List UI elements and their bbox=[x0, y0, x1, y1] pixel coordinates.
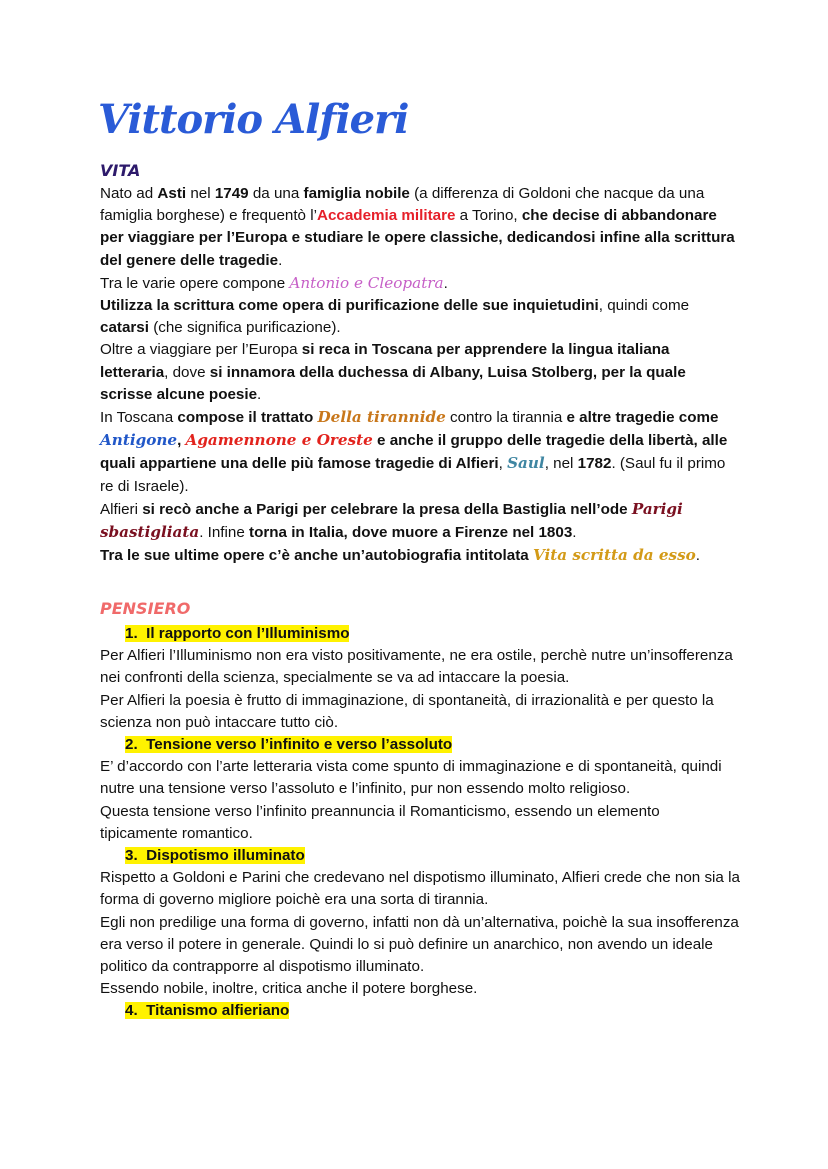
work-title-agamennone: Agamennone bbox=[185, 431, 297, 450]
vita-paragraph-7: Tra le sue ultime opere c’è anche un’autobiografia intitolata Vita scritta da esso. bbox=[100, 546, 700, 565]
pensiero-item-2-heading: 2. Tensione verso l’infinito e verso l’assoluto bbox=[125, 736, 453, 754]
vita-paragraph-3: Utilizza la scrittura come opera di purificazione delle sue inquietudini, quindi come catarsi (che significa purificazione). bbox=[100, 297, 690, 337]
work-title-antonio-e-cleopatra: Antonio e Cleopatra bbox=[289, 273, 444, 292]
vita-section bbox=[100, 183, 740, 567]
pensiero-section bbox=[100, 623, 740, 1023]
pensiero-item-2-paragraph: E’ d’accordo con l’arte letteraria vista come spunto di immaginazione e di spontaneità, quindi nutre una tensione verso l’assoluto e l’infinito, pur non essendo molto religioso. bbox=[100, 758, 722, 798]
vita-paragraph-1: Nato ad Asti nel 1749 da una famiglia nobile (a differenza di Goldoni che nacque da una famiglia borghese) e frequentò l’Accademia militare a Torino, che decise di abbandonare per viaggiare per l’Europa e studiare le opere classiche, dedicandosi infine alla scrittura del genere delle tragedie. bbox=[100, 185, 735, 269]
pensiero-item-1-heading: 1. Il rapporto con l’Illuminismo bbox=[125, 625, 350, 642]
work-title-saul: Saul bbox=[507, 454, 545, 473]
accademia-militare-highlight: Accademia militare bbox=[316, 207, 456, 225]
pensiero-item-3-paragraph: Rispetto a Goldoni e Parini che credevano nel dispotismo illuminato, Alfieri crede che non sia la forma di governo migliore poichè era una sorta di tirannia. bbox=[100, 869, 740, 909]
pensiero-item-3-paragraph: Essendo nobile, inoltre, critica anche il potere borghese. bbox=[100, 980, 478, 998]
section-heading-vita: VITA bbox=[100, 161, 141, 180]
work-title-oreste: Oreste bbox=[316, 431, 373, 450]
pensiero-item-1-paragraph: Per Alfieri la poesia è frutto di immaginazione, di spontaneità, di irrazionalità e per questo la scienza non può intaccare tutto ciò. bbox=[100, 691, 714, 731]
section-heading-pensiero: PENSIERO bbox=[100, 599, 191, 618]
vita-paragraph-4: Oltre a viaggiare per l’Europa si reca in Toscana per apprendere la lingua italiana letteraria, dove si innamora della duchessa di Albany, Luisa Stolberg, per la quale scrisse alcune poesie. bbox=[100, 341, 686, 403]
vita-paragraph-2: Tra le varie opere compone Antonio e Cleopatra. bbox=[100, 273, 448, 292]
pensiero-item-2-paragraph: Questa tensione verso l’infinito preannuncia il Romanticismo, essendo un elemento tipicamente romantico. bbox=[100, 802, 660, 842]
pensiero-item-3-heading: 3. Dispotismo illuminato bbox=[125, 847, 305, 865]
pensiero-item-3-paragraph: Egli non predilige una forma di governo, infatti non dà un’alternativa, poichè la sua insofferenza era verso il potere in generale. Quindi lo si può definire un anarchico, non avendo un ideale politico da contrapporre al dispotismo illuminato. bbox=[100, 913, 739, 976]
work-title-antigone: Antigone bbox=[100, 431, 178, 450]
vita-paragraph-6: Alfieri si recò anche a Parigi per celebrare la presa della Bastiglia nell’ode Parigi sbastigliata. Infine torna in Italia, dove muore a Firenze nel 1803. bbox=[100, 499, 683, 542]
pensiero-item-1-paragraph: Per Alfieri l’Illuminismo non era visto positivamente, ne era ostile, perchè nutre un’insofferenza nei confronti della scienza, specialmente se va ad intaccare la poesia. bbox=[100, 647, 733, 687]
page-title: Vittorio Alfieri bbox=[98, 96, 409, 143]
pensiero-item-4-heading: 4. Titanismo alfieriano bbox=[125, 1002, 290, 1020]
work-title-della-tirannide: Della tirannide bbox=[317, 408, 446, 427]
work-title-parigi-sbastigliata: Parigi sbastigliata bbox=[100, 499, 683, 542]
vita-paragraph-5: In Toscana compose il trattato Della tirannide contro la tirannia e altre tragedie come Antigone, Agamennone e Oreste e anche il gruppo delle tragedie della libertà, alle quali appartiene una delle più famose tragedie di Alfieri, Saul, nel 1782. (Saul fu il primo re di Israele). bbox=[100, 408, 728, 495]
work-title-vita-scritta-da-esso: Vita scritta da esso bbox=[532, 546, 696, 565]
